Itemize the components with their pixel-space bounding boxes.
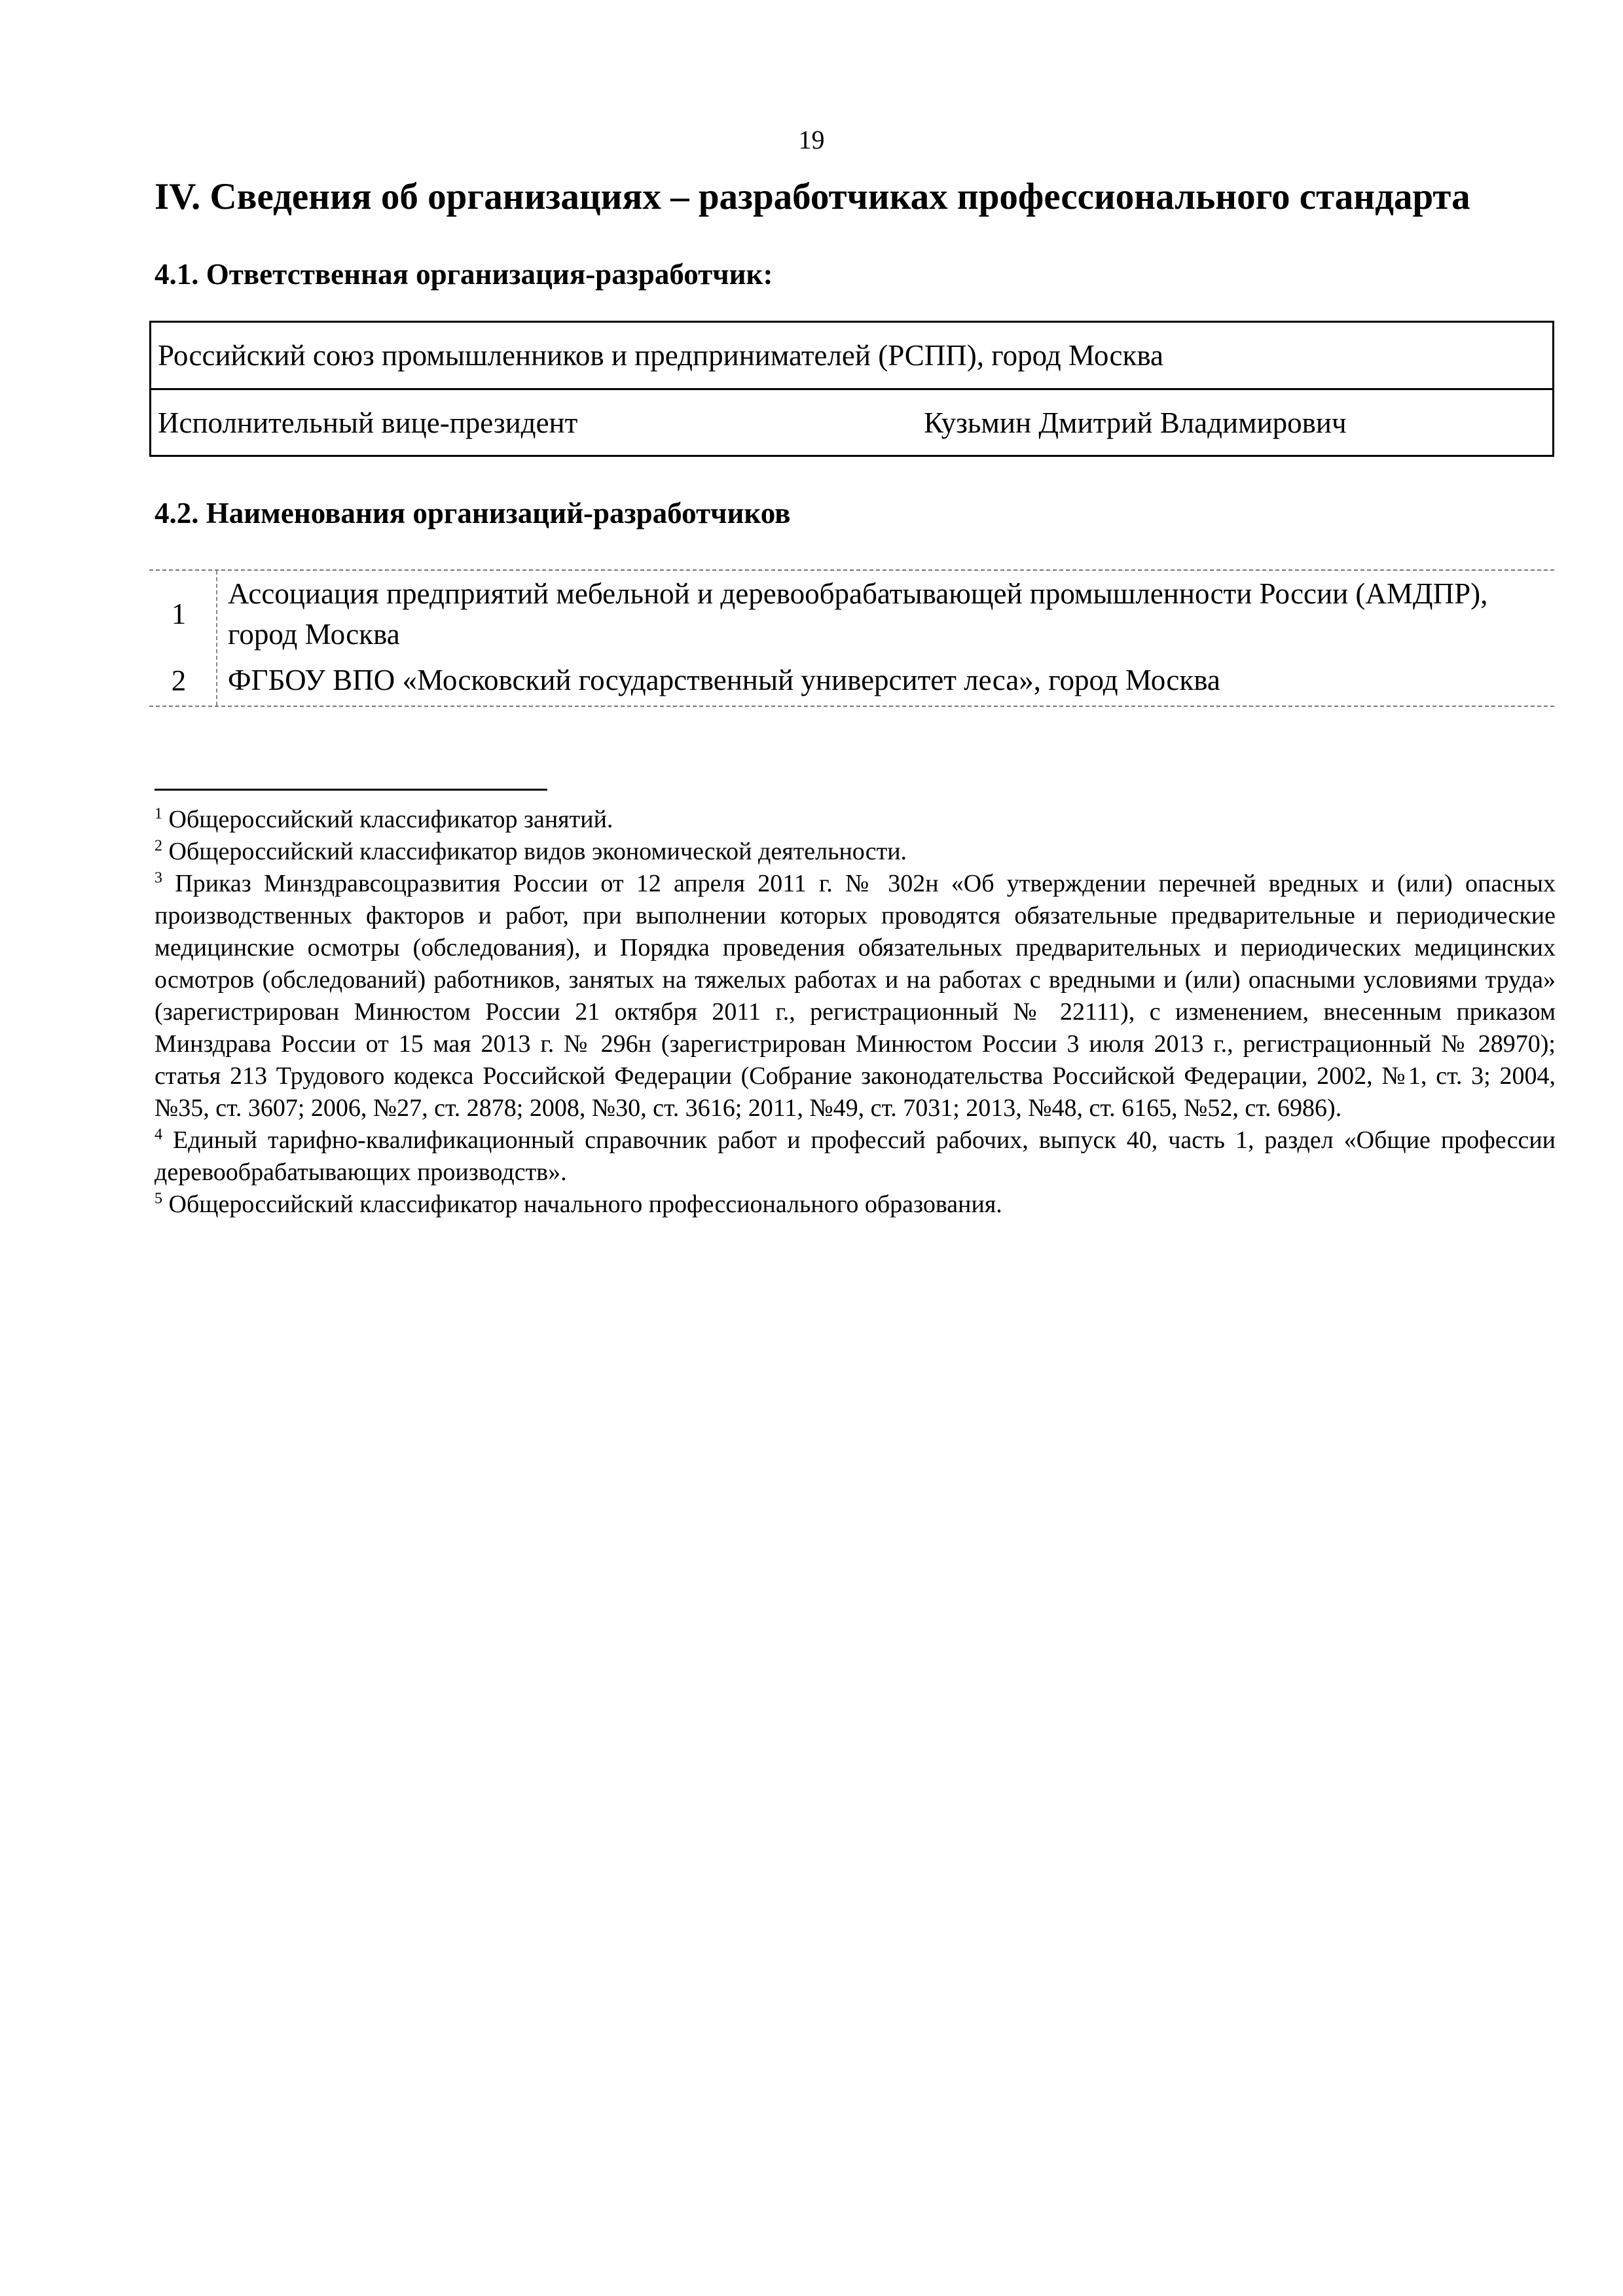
responsible-organization-row [151,323,1552,390]
footnote-text: Приказ Минздравсоцразвития России от 12 апреля 2011 г. № 302н «Об утверждении перечней вредных и (или) опасных производственных факторов и работ, при выполнении которых проводятся обязательные предварительные и периодические медицинские осмотры (обследования), и Порядка проведения обязательных предварительных и периодических медицинских осмотров (обследований) работников, занятых на тяжелых работах и на работах с вредными и (или) опасными условиями труда» (зарегистрирован Минюстом России 21 октября 2011 г., регистрационный № 22111), с изменением, внесенным приказом Минздрава России от 15 мая 2013 г. № 296н (зарегистрирован Минюстом России 3 июля 2013 г., регистрационный № 28970); статья 213 Трудового кодекса Российской Федерации (Собрание законодательства Российской Федерации, 2002, №1, ст. 3; 2004, №35, ст. 3607; 2006, №27, ст. 2878; 2008, №30, ст. 3616; 2011, №49, ст. 7031; 2013, №48, ст. 6165, №52, ст. 6986). [155,870,1556,1122]
footnotes [155,804,1556,1221]
responsible-organization-table [149,321,1554,457]
footnote [155,868,1556,1124]
row-number: 2 [171,664,187,697]
footnote-text: Общероссийский классификатор видов экономической деятельности. [168,838,907,865]
footnote [155,804,1556,836]
table-row [149,656,1554,708]
responsible-person-row [151,390,1552,456]
responsible-person-name: Кузьмин Дмитрий Владимирович [924,406,1347,439]
responsible-person-position: Исполнительный вице-президент [158,406,578,439]
footnote-text: Общероссийский классификатор начального профессионального образования. [168,1191,1002,1218]
footnote-mark: 3 [155,869,162,887]
developers-heading: 4.2. Наименования организаций-разработчиков [155,497,791,529]
section-title: IV. Сведения об организациях – разработчиках профессионального стандарта [155,176,1470,217]
responsible-heading: 4.1. Ответственная организация-разработчик: [155,258,773,291]
table-row [149,571,1554,656]
footnote-mark: 1 [155,805,162,823]
footnote [155,1124,1556,1189]
footnote-mark: 5 [155,1190,162,1208]
developer-organization-name: ФГБОУ ВПО «Московский государственный университет леса», город Москва [228,664,1220,696]
footnote [155,1189,1556,1221]
responsible-organization-name: Российский союз промышленников и предпринимателей (РСПП), город Москва [158,339,1163,372]
footnote [155,836,1556,868]
footnote-mark: 4 [155,1126,162,1143]
page-number: 19 [798,125,825,154]
footnote-separator [155,789,547,791]
footnote-text: Общероссийский классификатор занятий. [168,806,613,833]
developer-organization-name: Ассоциация предприятий мебельной и деревообрабатывающей промышленности России (АМДПР), город Москва [228,577,1488,651]
developer-organizations-table [149,569,1554,707]
footnote-text: Единый тарифно-квалификационный справочник работ и профессий рабочих, выпуск 40, часть 1, раздел «Общие профессии деревообрабатывающих производств». [155,1126,1556,1186]
row-number: 1 [171,598,187,630]
footnote-mark: 2 [155,837,162,855]
